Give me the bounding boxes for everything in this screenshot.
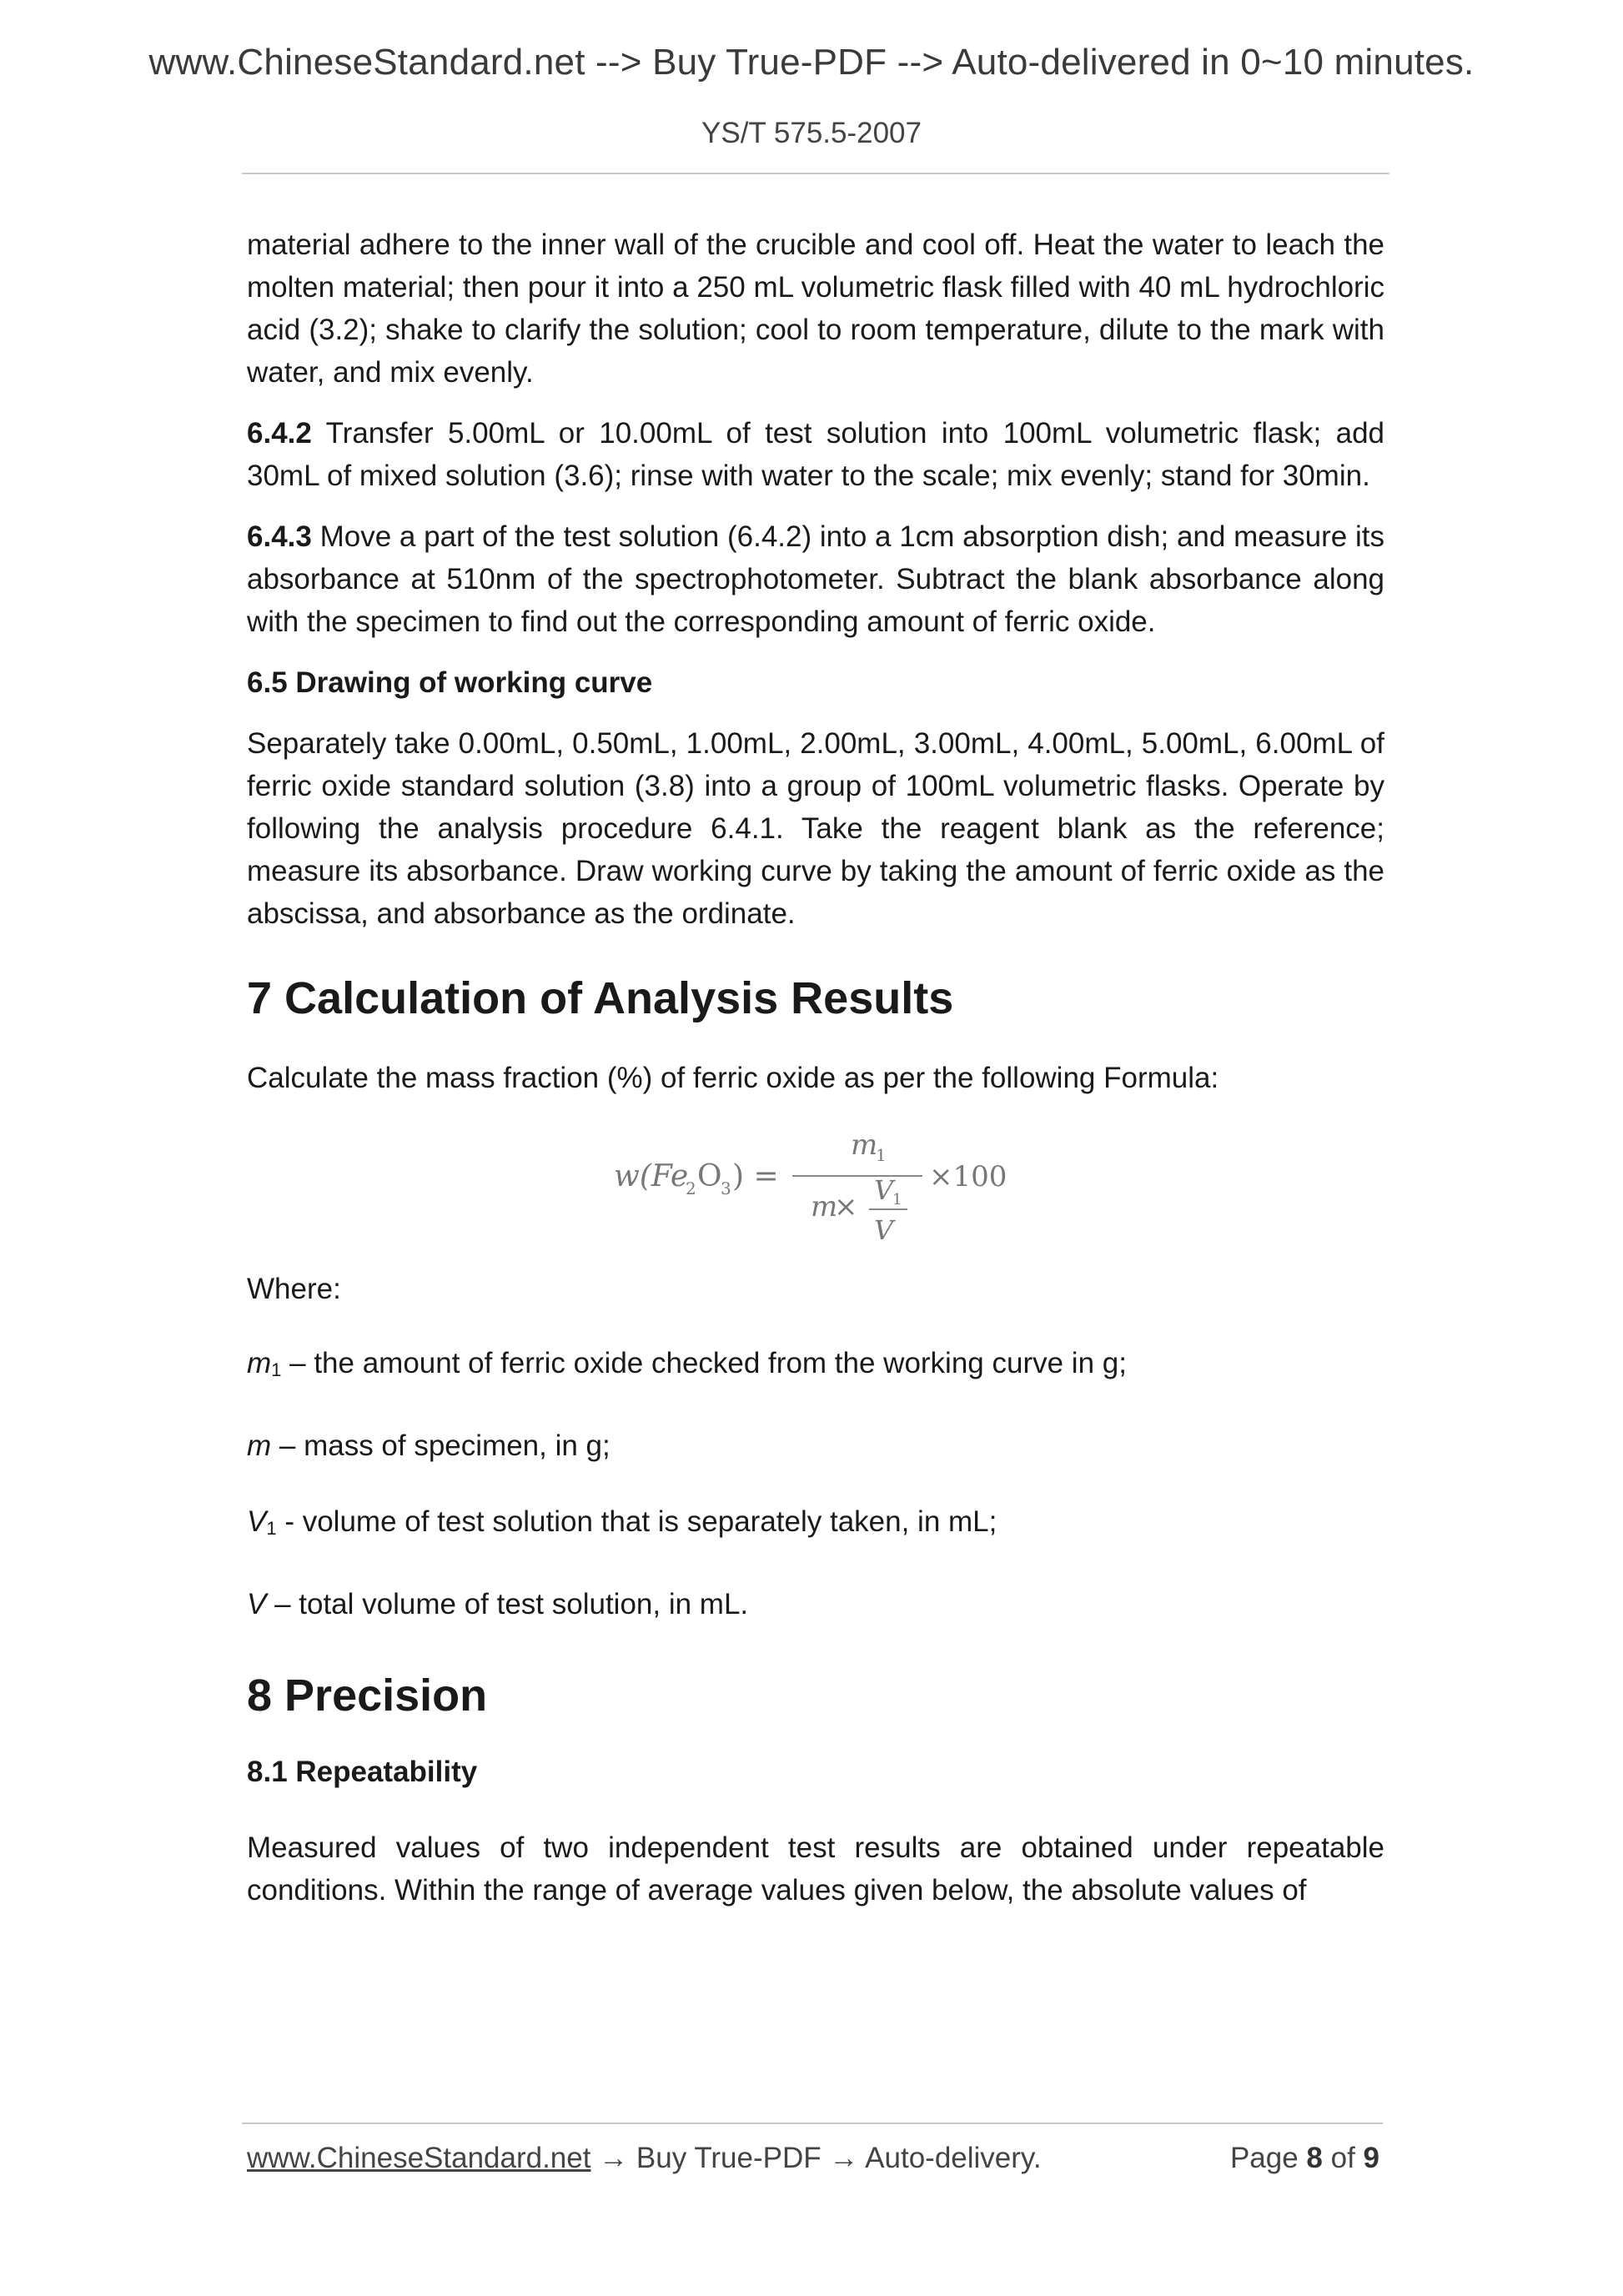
mass-fraction-formula [247, 1118, 1384, 1251]
definition-symbol: V [247, 1588, 267, 1620]
footer-delivery-text: → Auto-delivery. [829, 2142, 1042, 2174]
page-number: 8 [1306, 2142, 1323, 2174]
definition-symbol-sub: 1 [271, 1359, 282, 1380]
page-label: Page [1229, 2142, 1307, 2174]
section-text: Move a part of the test solution (6.4.2) into a 1cm absorption dish; and measure its absorbance at 510nm of the spectrophotometer. Subtract the blank absorbance along with the specimen to find out the corresponding amount of ferric oxide. [247, 520, 1384, 638]
definition-text: – mass of specimen, in g; [271, 1429, 611, 1462]
definition-symbol: m [247, 1429, 272, 1462]
formula-graphic [247, 1118, 1384, 1251]
formula-den-m: m [811, 1190, 838, 1223]
formula-intro: Calculate the mass fraction (%) of ferric oxide as per the following Formula: [247, 1062, 1219, 1094]
page-of-label: of [1322, 2142, 1364, 2174]
formula-lhs-sub2: 3 [721, 1178, 731, 1198]
page-content [247, 224, 1384, 1912]
definition-symbol: V [247, 1505, 267, 1538]
section-8-heading: 8 Precision [247, 1671, 488, 1721]
definition-v [247, 1583, 1384, 1625]
formula-lhs-end: ) = [732, 1159, 779, 1193]
section-number: 6.4.3 [247, 520, 312, 553]
site-banner: www.ChineseStandard.net --> Buy True-PDF --> Auto-delivered in 0~10 minutes. [148, 42, 1475, 83]
definition-text: – total volume of test solution, in mL. [266, 1588, 749, 1620]
section-8-1-text: Measured values of two independent test results are obtained under repeatable conditions. Within the range of average values given below, the absolute values of [247, 1831, 1384, 1907]
definition-m [247, 1424, 1384, 1467]
formula-inner-den: V [874, 1214, 894, 1246]
where-label: Where: [247, 1273, 341, 1305]
definition-text: - volume of test solution that is separately taken, in mL; [276, 1505, 997, 1538]
page-indicator [1230, 2142, 1379, 2175]
section-6-4-3 [247, 515, 1384, 643]
section-8-1-heading: 8.1 Repeatability [247, 1756, 478, 1788]
definition-symbol-sub: 1 [266, 1518, 277, 1539]
formula-inner-num: V [874, 1174, 894, 1206]
definition-symbol: m [247, 1347, 272, 1379]
footer-buy-text: → Buy True-PDF [590, 2142, 830, 2174]
formula-lhs-sub1: 2 [686, 1178, 696, 1198]
formula-den-times: × [834, 1190, 858, 1223]
section-6-5-heading: 6.5 Drawing of working curve [247, 666, 653, 699]
formula-rhs: ×100 [929, 1160, 1007, 1193]
section-text: Transfer 5.00mL or 10.00mL of test solution into 100mL volumetric flask; add 30mL of mixed solution (3.6); rinse with water to the scale; mix evenly; stand for 30min. [247, 417, 1384, 492]
section-number: 6.4.2 [247, 417, 312, 450]
document-code: YS/T 575.5-2007 [701, 117, 922, 149]
section-6-5-text: Separately take 0.00mL, 0.50mL, 1.00mL, 2.00mL, 3.00mL, 4.00mL, 5.00mL, 6.00mL of ferric oxide standard solution (3.8) into a group of 100mL volumetric flasks. Operate by following the analysis procedure 6.4.1. Take the reagent blank as the reference; measure its absorbance. Draw working curve by taking the amount of ferric oxide as the abscissa, and absorbance as the ordinate. [247, 727, 1384, 930]
footer-rule [242, 2123, 1383, 2124]
definition-text: – the amount of ferric oxide checked from the working curve in g; [281, 1347, 1127, 1379]
definition-m1 [247, 1342, 1384, 1391]
footer-site-link[interactable]: www.ChineseStandard.net [247, 2142, 591, 2174]
header-rule [242, 173, 1389, 174]
section-6-4-2 [247, 412, 1384, 497]
continuation-paragraph: material adhere to the inner wall of the crucible and cool off. Heat the water to leach the molten material; then pour it into a 250 mL volumetric flask filled with 40 mL hydrochloric acid (3.2); shake to clarify the solution; cool to room temperature, dilute to the mark with water, and mix evenly. [247, 229, 1384, 389]
definition-v1 [247, 1500, 1384, 1550]
page-footer [247, 2142, 1384, 2175]
formula-numerator-sub: 1 [876, 1145, 887, 1165]
section-7-heading: 7 Calculation of Analysis Results [247, 973, 954, 1023]
formula-lhs: w(Fe [614, 1159, 689, 1193]
page-total: 9 [1363, 2142, 1379, 2174]
formula-inner-num-sub: 1 [892, 1191, 902, 1208]
formula-lhs-mid: O [697, 1159, 722, 1193]
formula-numerator: m [851, 1128, 878, 1162]
